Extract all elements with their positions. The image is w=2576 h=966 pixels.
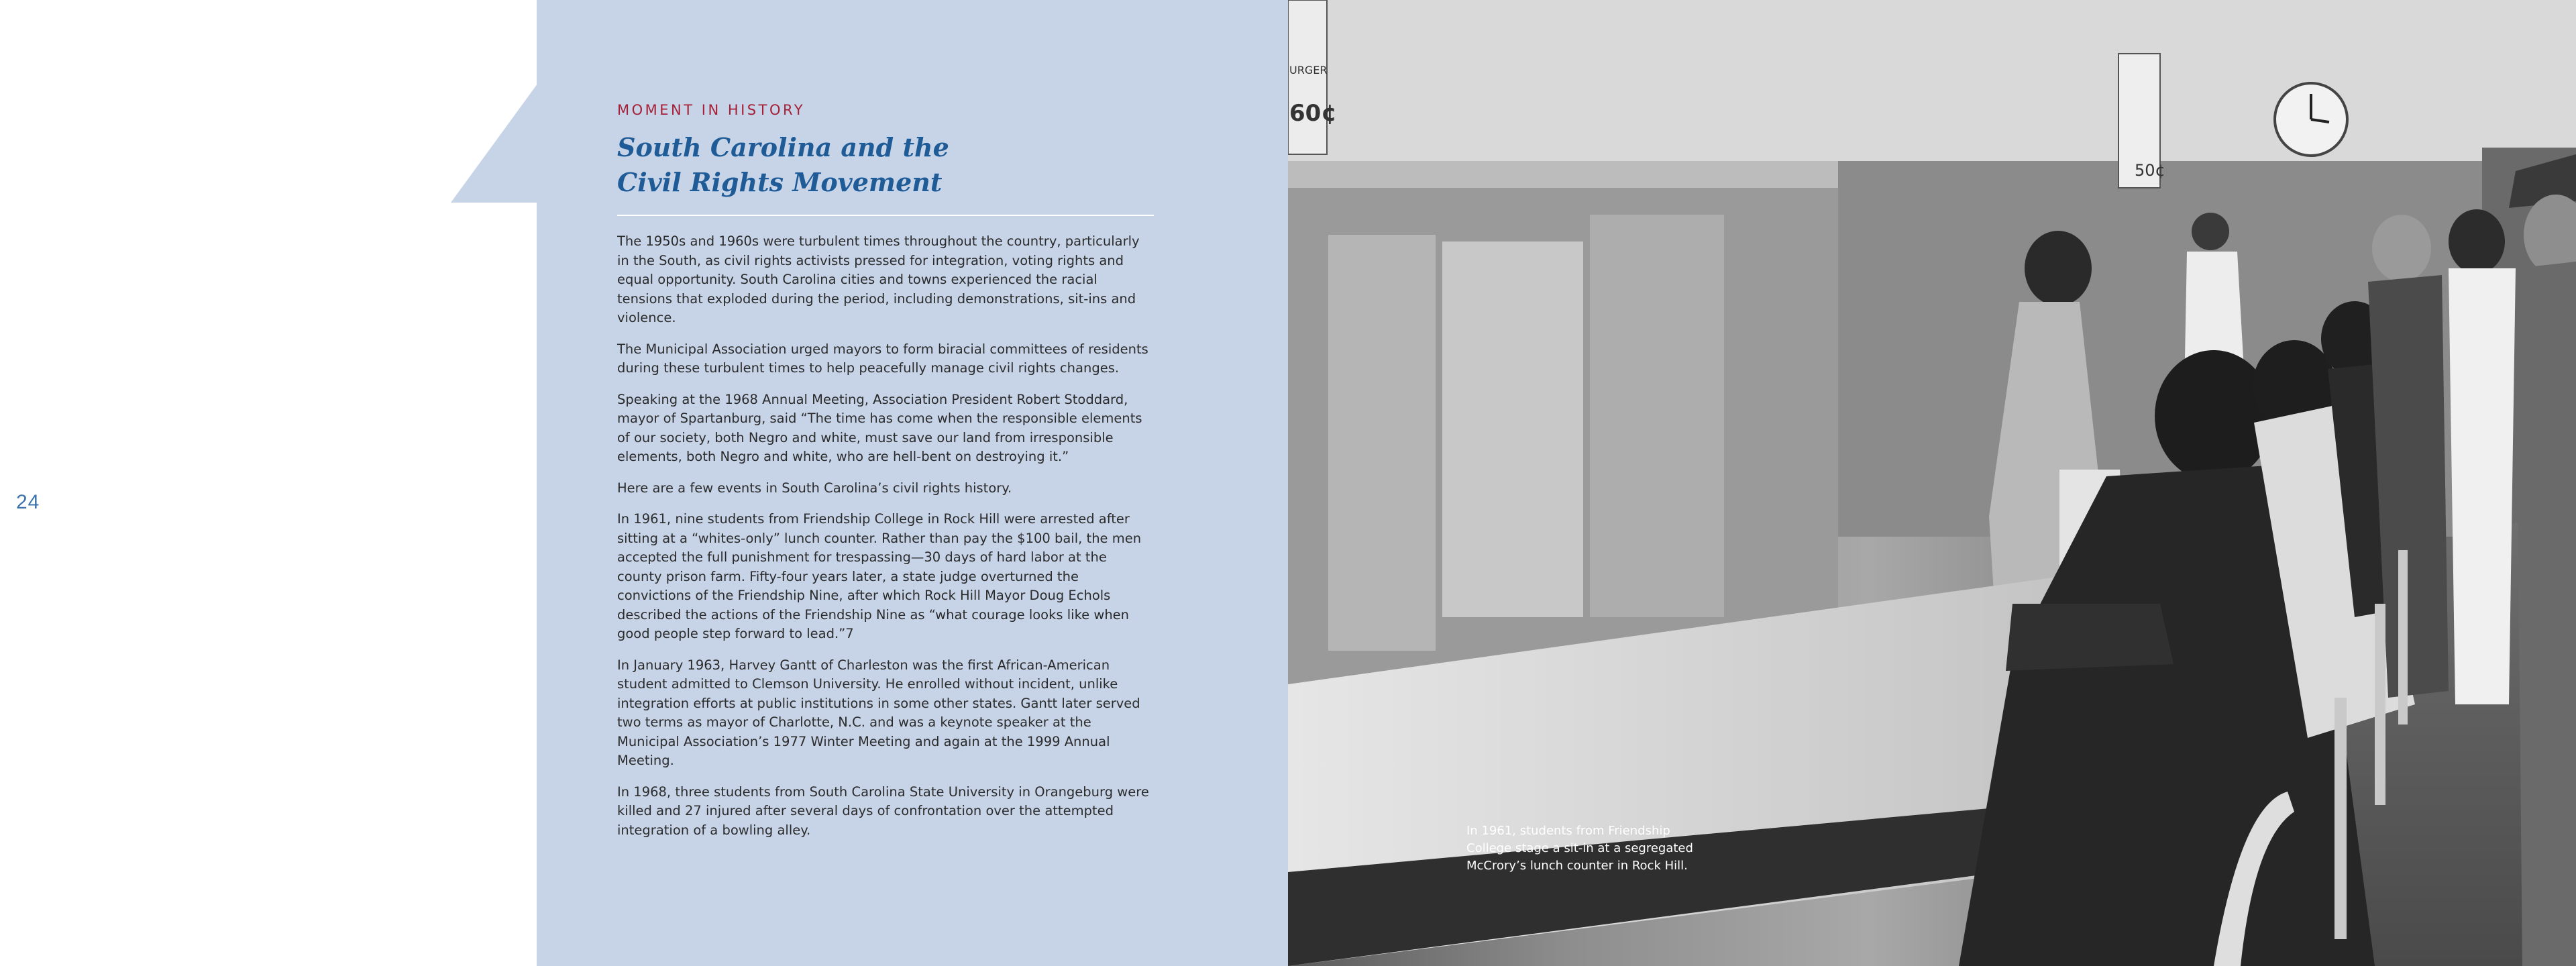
seated-man-arm	[2006, 604, 2174, 671]
article-title	[617, 130, 1154, 200]
menu-sign	[1288, 0, 1327, 154]
paragraph-events-intro: Here are a few events in South Carolina’s civil rights history.	[617, 480, 1012, 496]
glass-case	[1442, 241, 1583, 617]
paragraph-committees: The Municipal Association urged mayors to form biracial committees of residents during these turbulent times to help peacefully manage civil rights changes.	[617, 341, 1148, 376]
title-line-1: South Carolina and the	[617, 132, 949, 162]
paragraph-stoddard-quote: Speaking at the 1968 Annual Meeting, Association President Robert Stoddard, mayor of Spartanburg, said “The time has come when the responsible elements of our society, both Negro and white, must save our land from irresponsible elements, both Negro and white, who are hell-bent on destroying it.”	[617, 391, 1142, 464]
article	[617, 102, 1154, 852]
paragraph-friendship-nine: In 1961, nine students from Friendship College in Rock Hill were arrested after sitting at a “whites-only” lunch counter. Rather than pay the $100 bail, the men accepted the full punishment for trespassing—30 days of hard labor at the county prison farm. Fifty-four years later, a state judge overturned the convictions of the Friendship Nine, after which Rock Hill Mayor Doug Echols described the actions of the Friendship Nine as “what courage looks like when good people step forward to lead.”7	[617, 511, 1142, 641]
paragraph-harvey-gantt: In January 1963, Harvey Gantt of Charleston was the first African-American student admitted to Clemson University. He enrolled without incident, unlike integration efforts at public institutions in some other states. Gantt later served two terms as mayor of Charlotte, N.C. and was a keynote speaker at the Municipal Association’s 1977 Winter Meeting and again at the 1999 Annual Meeting.	[617, 657, 1140, 768]
photo-caption	[1466, 822, 1708, 875]
title-divider	[617, 215, 1154, 216]
menu-price-60: 60¢	[1289, 100, 1337, 127]
page-number: 24	[16, 491, 40, 513]
glass-case	[1590, 215, 1724, 617]
title-line-2: Civil Rights Movement	[617, 167, 943, 197]
onlooker-head	[2372, 215, 2431, 282]
decorative-flag-tab	[451, 74, 545, 203]
caption-line-3: McCrory’s lunch counter in Rock Hill.	[1466, 859, 1688, 873]
counter-stool	[2334, 698, 2347, 939]
server-head	[2192, 213, 2229, 250]
lunch-counter-sit-in-photo	[1288, 0, 2576, 966]
menu-sign-text: URGER	[1289, 64, 1328, 76]
menu-price-50: 50¢	[2135, 161, 2165, 180]
onlooker-white-shirt	[2449, 268, 2516, 704]
seated-man-head	[2155, 350, 2273, 482]
waitress-hair	[2025, 231, 2092, 306]
ceiling	[1288, 0, 2576, 174]
paragraph-orangeburg: In 1968, three students from South Carolina State University in Orangeburg were killed and 27 injured after several days of confrontation over the attempted integration of a bowling alley.	[617, 784, 1149, 838]
caption-line-2: College stage a sit-in at a segregated	[1466, 841, 1693, 855]
glass-case	[1328, 235, 1436, 651]
section-eyebrow: MOMENT IN HISTORY	[617, 102, 806, 118]
photo-illustration	[1288, 0, 2576, 966]
counter-stool	[2398, 550, 2408, 724]
counter-stool	[2375, 604, 2385, 805]
paragraph-intro: The 1950s and 1960s were turbulent times throughout the country, particularly in the South, as civil rights activists pressed for integration, voting rights and equal opportunity. South Carolina cities and towns experienced the racial tensions that exploded during the period, including demonstrations, sit-ins and violence.	[617, 233, 1140, 325]
man-with-hat-coat	[2516, 262, 2576, 966]
caption-line-1: In 1961, students from Friendship	[1466, 824, 1670, 838]
onlooker-head	[2449, 209, 2505, 274]
